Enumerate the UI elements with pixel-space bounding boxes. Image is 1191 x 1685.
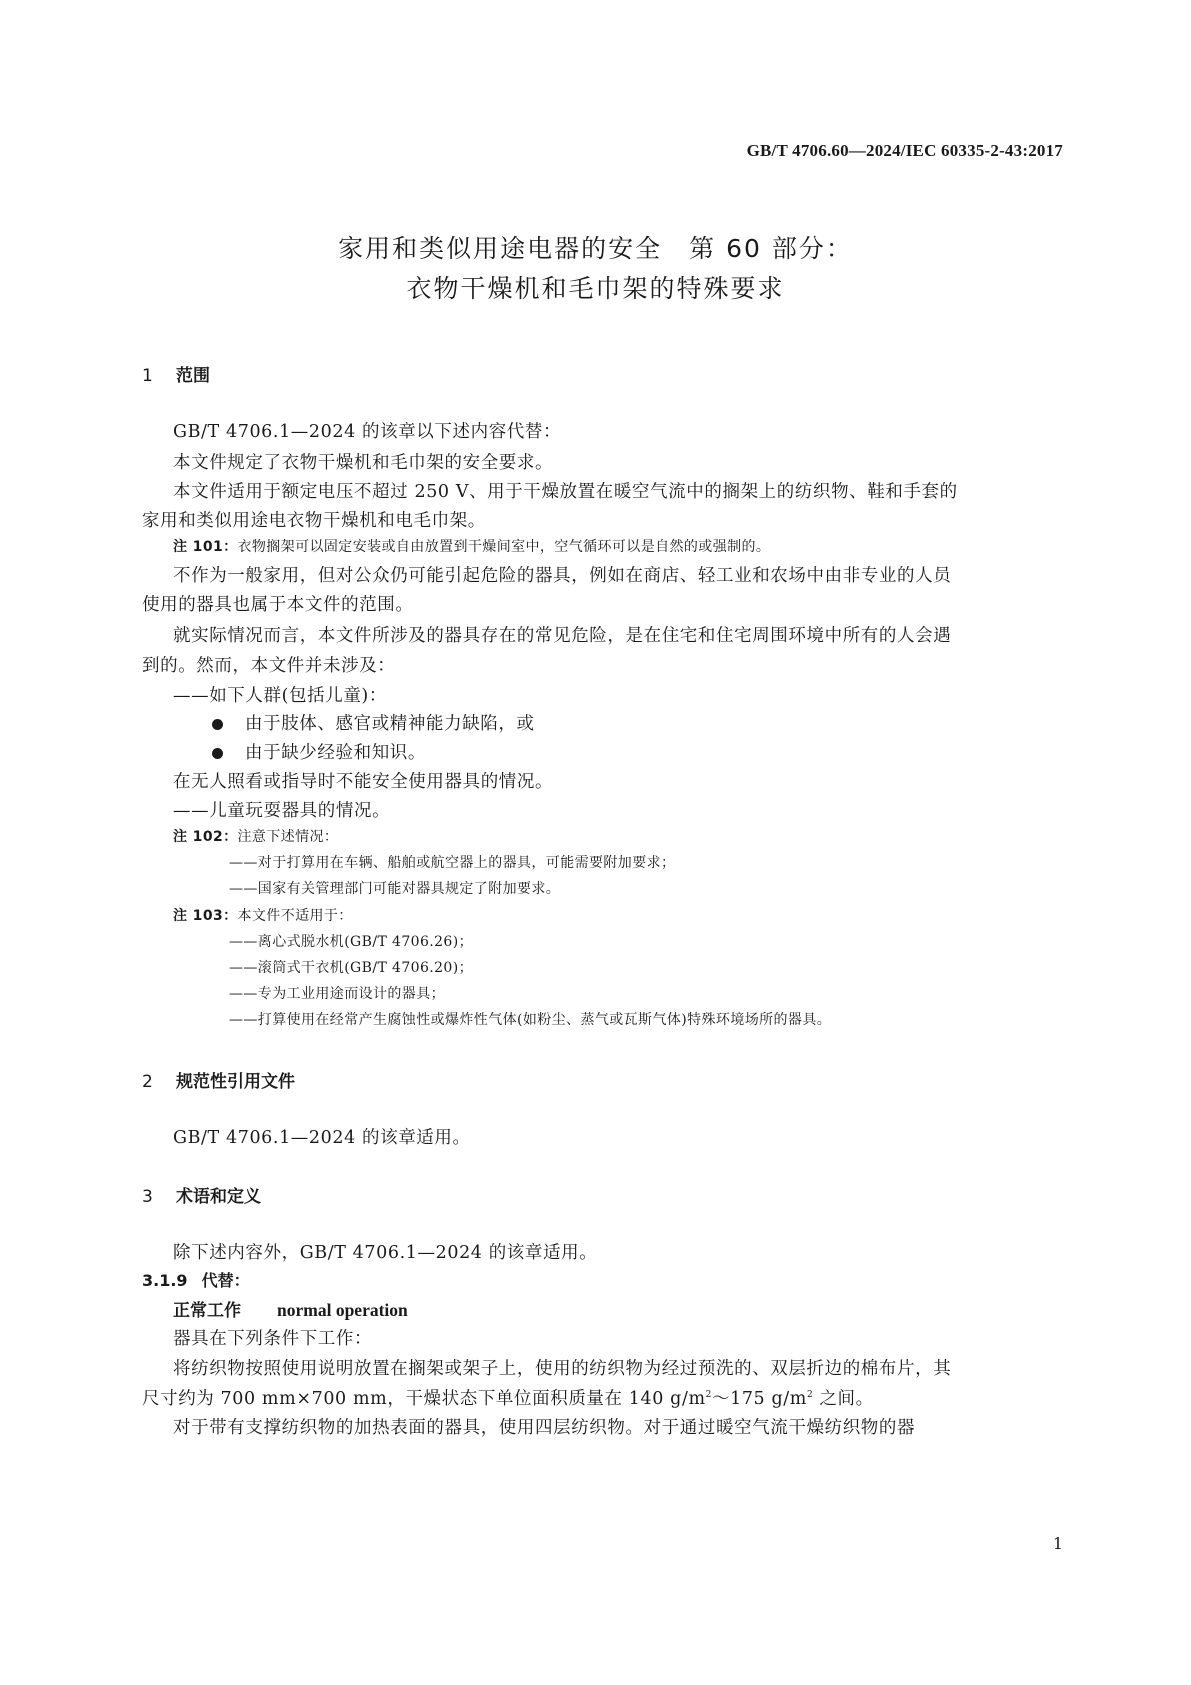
clause-number: 3.1.9: [142, 1271, 188, 1290]
section-number: 2: [142, 1072, 153, 1092]
dash-item: ——如下人群(包括儿童)：: [173, 686, 387, 706]
paragraph: 本文件规定了衣物干燥机和毛巾架的安全要求。: [173, 453, 554, 473]
bullet-text: 由于缺少经验和知识。: [245, 743, 426, 763]
bullet-text: 由于肢体、感官或精神能力缺陷，或: [245, 714, 535, 734]
term-chinese: 正常工作: [173, 1301, 241, 1321]
paragraph: 对于带有支撑纺织物的加热表面的器具，使用四层纺织物。对于通过暖空气流干燥纺织物的器: [173, 1418, 916, 1438]
note-label: 注 103：: [173, 908, 238, 924]
paragraph: 将纺织物按照使用说明放置在搁架或架子上，使用的纺织物为经过预洗的、双层折边的棉布片，其: [173, 1359, 952, 1379]
section-number: 1: [142, 366, 153, 386]
bullet-icon: [212, 748, 223, 759]
section-title: 规范性引用文件: [176, 1072, 295, 1092]
bullet-item: [212, 710, 535, 735]
paragraph: 在无人照看或指导时不能安全使用器具的情况。: [173, 772, 554, 792]
note-dash-item: ——对于打算用在车辆、船舶或航空器上的器具，可能需要附加要求；: [229, 855, 676, 871]
section-3-heading: [142, 1182, 261, 1207]
clause-3-1-9: [142, 1268, 250, 1291]
note-text: 注意下述情况：: [237, 829, 339, 845]
note-dash-item: ——滚筒式干衣机(GB/T 4706.20)；: [229, 960, 473, 976]
note-label: 注 102：: [173, 829, 238, 845]
paragraph: 就实际情况而言，本文件所涉及的器具存在的常见危险，是在住宅和住宅周围环境中所有的人会遇: [173, 626, 952, 646]
paragraph: 除下述内容外，GB/T 4706.1—2024 的该章适用。: [173, 1243, 598, 1263]
section-1-heading: [142, 361, 210, 386]
text-run: 之间。: [813, 1389, 874, 1409]
bullet-icon: [212, 719, 223, 730]
paragraph-continued: 到的。然而，本文件并未涉及：: [142, 656, 396, 676]
standard-code: GB/T 4706.60—2024/IEC 60335-2-43:2017: [746, 141, 1063, 160]
superscript: 2: [705, 1390, 712, 1400]
note-103: [173, 905, 353, 925]
paragraph: 器具在下列条件下工作：: [173, 1329, 373, 1349]
note-101: [173, 536, 770, 556]
paragraph-continued: 家用和类似用途电衣物干燥机和电毛巾架。: [142, 511, 486, 531]
section-number: 3: [142, 1187, 153, 1207]
paragraph-continued: [142, 1385, 874, 1410]
term-english: normal operation: [277, 1300, 408, 1320]
page-number: 1: [1052, 1534, 1063, 1553]
title-line-2: 衣物干燥机和毛巾架的特殊要求: [406, 274, 785, 303]
paragraph: 不作为一般家用，但对公众仍可能引起危险的器具，例如在商店、轻工业和农场中由非专业的人员: [173, 566, 952, 586]
note-text: 本文件不适用于：: [237, 908, 353, 924]
note-102: [173, 826, 338, 846]
note-dash-item: ——离心式脱水机(GB/T 4706.26)；: [229, 934, 473, 950]
bullet-item: [212, 739, 426, 764]
note-dash-item: ——打算使用在经常产生腐蚀性或爆炸性气体(如粉尘、蒸气或瓦斯气体)特殊环境场所的器具。: [229, 1012, 832, 1028]
paragraph: 本文件适用于额定电压不超过 250 V、用于干燥放置在暖空气流中的搁架上的纺织物、鞋和手套的: [173, 482, 958, 502]
clause-label: 代替：: [201, 1271, 250, 1290]
paragraph-continued: 使用的器具也属于本文件的范围。: [142, 595, 414, 615]
paragraph: GB/T 4706.1—2024 的该章以下述内容代替：: [173, 422, 562, 442]
paragraph: GB/T 4706.1—2024 的该章适用。: [173, 1128, 471, 1148]
text-run: 尺寸约为 700 mm×700 mm，干燥状态下单位面积质量在 140 g/m: [142, 1389, 706, 1409]
note-dash-item: ——专为工业用途而设计的器具；: [229, 986, 445, 1002]
section-title: 范围: [176, 366, 210, 386]
note-label: 注 101：: [173, 539, 238, 555]
dash-item: ——儿童玩耍器具的情况。: [173, 801, 391, 821]
text-run: ～175 g/m: [711, 1389, 807, 1409]
term-entry: [173, 1296, 408, 1321]
note-dash-item: ——国家有关管理部门可能对器具规定了附加要求。: [229, 881, 561, 897]
title-line-1: 家用和类似用途电器的安全 第 60 部分：: [338, 234, 853, 263]
note-text: 衣物搁架可以固定安装或自由放置到干燥间室中，空气循环可以是自然的或强制的。: [237, 539, 771, 555]
section-title: 术语和定义: [176, 1187, 261, 1207]
section-2-heading: [142, 1067, 295, 1092]
superscript: 2: [806, 1390, 814, 1400]
